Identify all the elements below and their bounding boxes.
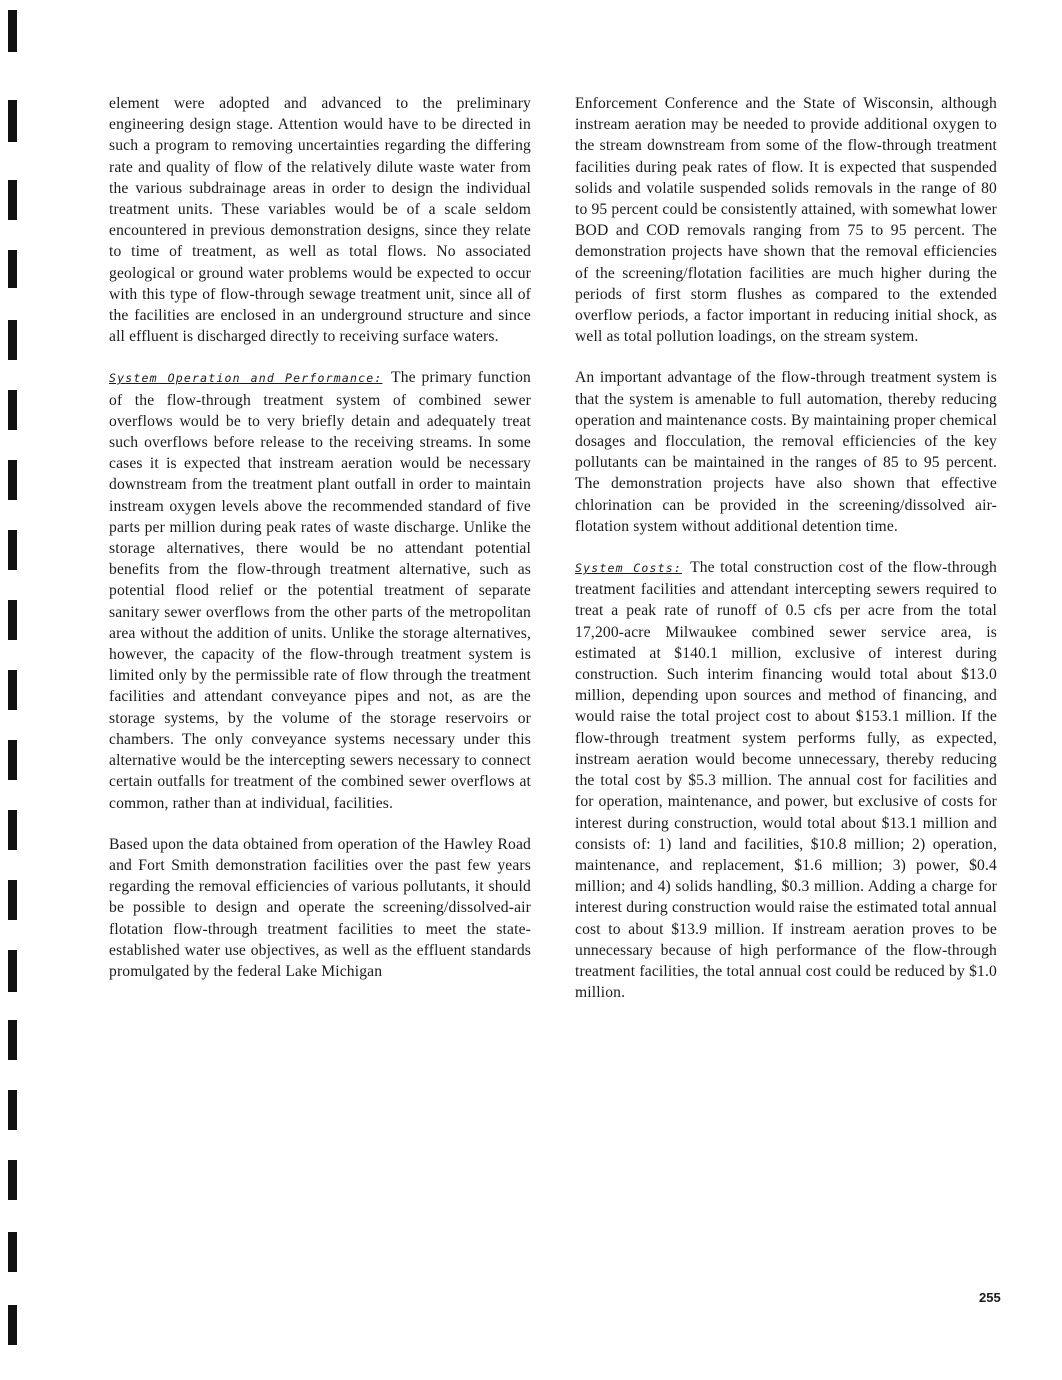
binding-mark — [8, 390, 17, 430]
binding-mark — [8, 460, 17, 500]
right-paragraph-3 — [575, 557, 997, 1003]
binding-mark — [8, 530, 17, 570]
left-paragraph-2-text: The primary function of the flow-through treatment system of combined sewer overflows would be to very briefly detain and adequately treat such overflows before release to the receiving streams. In some cases it is expected that instream aeration would be necessary downstream from the treatment plant outfall in order to maintain instream oxygen levels above the recommended standard of five parts per million during peak rates of waste discharge. Unlike the storage alternatives, there would be no attendant potential benefits from the flow-through treatment alternative, such as potential flood relief or the potential treatment of separate sanitary sewer overflows from the other parts of the metropolitan area without the addition of units. Unlike the storage alternatives, however, the capacity of the flow-through treatment system is limited only by the permissible rate of flow through the treatment facilities and attendant conveyance pipes and not, as are the storage systems, by the volume of the storage reservoirs or chambers. The only conveyance systems necessary under this alternative would be the intercepting sewers necessary to connect certain outfalls for treatment of the combined sewer overflows at common, rather than at individual, facilities. — [109, 369, 531, 812]
binding-mark — [8, 1090, 17, 1130]
right-paragraph-3-text: The total construction cost of the flow-through treatment facilities and attendant intercepting sewers required to treat a peak rate of runoff of 0.5 cfs per acre from the total 17,200-acre Milwaukee combined sewer service area, is estimated at $140.1 million, exclusive of interest during construction. Such interim financing would total about $13.0 million, depending upon sources and method of financing, and would raise the total project cost to about $153.1 million. If the flow-through treatment system performs fully, as expected, instream aeration would become unnecessary, thereby reducing the total cost by $5.3 million. The annual cost for facilities and for operation, maintenance, and power, but exclusive of costs for interest during construction, would total about $13.1 million and consists of: 1) land and facilities, $10.8 million; 2) operation, maintenance, and replacement, $1.6 million; 3) power, $0.4 million; and 4) solids handling, $0.3 million. Adding a charge for interest during construction would raise the estimated total annual cost to about $13.9 million. If instream aeration proves to be unnecessary because of high performance of the flow-through treatment facilities, the total annual cost could be reduced by $1.0 million. — [575, 559, 997, 1002]
binding-mark — [8, 810, 17, 850]
binding-mark — [8, 320, 17, 360]
left-paragraph-2 — [109, 367, 531, 813]
binding-mark — [8, 180, 17, 220]
binding-mark — [8, 600, 17, 640]
binding-mark — [8, 250, 17, 288]
binding-mark — [8, 1232, 17, 1272]
binding-mark — [8, 880, 17, 920]
left-paragraph-1: element were adopted and advanced to the preliminary engineering design stage. Attention would have to be directed in such a program to removing uncertainties regarding the differing rate and quality of flow of the relatively dilute waste water from the various subdrainage areas in order to design the individual treatment units. These variables would be of a scale seldom encountered in previous demonstration designs, since they relate to time of treatment, as well as total flows. No associated geological or ground water problems would be expected to occur with this type of flow-through sewage treatment unit, since all of the facilities are enclosed in an underground structure and since all effluent is discharged directly to receiving surface waters. — [109, 95, 531, 346]
section-heading-costs: System Costs: — [575, 561, 682, 576]
binding-mark — [8, 670, 17, 710]
binding-mark — [8, 1160, 17, 1200]
left-paragraph-3: Based upon the data obtained from operation of the Hawley Road and Fort Smith demonstration facilities over the past few years regarding the removal efficiencies of various pollutants, it should be possible to design and operate the screening/dissolved-air flotation flow-through treatment facilities to meet the state-established water use objectives, as well as the effluent standards promulgated by the federal Lake Michigan — [109, 835, 531, 980]
left-column — [109, 93, 531, 982]
binding-mark — [8, 1305, 17, 1345]
right-paragraph-2: An important advantage of the flow-through treatment system is that the system is amenable to full automation, thereby reducing operation and maintenance costs. By maintaining proper chemical dosages and flocculation, the removal efficiencies of the key pollutants can be maintained in the ranges of 85 to 95 percent. The demonstration projects have also shown that effective chlorination can be provided in the screening/dissolved air-flotation system without additional detention time. — [575, 369, 997, 535]
binding-mark — [8, 740, 17, 780]
page-number: 255 — [979, 1290, 1001, 1305]
binding-mark — [8, 100, 17, 142]
binding-mark — [8, 1020, 17, 1060]
binding-mark — [8, 10, 17, 52]
right-column — [575, 93, 997, 1003]
binding-mark — [8, 950, 17, 992]
section-heading-operation: System Operation and Performance: — [109, 371, 383, 386]
right-paragraph-1: Enforcement Conference and the State of Wisconsin, although instream aeration may be needed to provide additional oxygen to the stream downstream from some of the flow-through treatment facilities during peak rates of flow. It is expected that suspended solids and volatile suspended solids removals in the range of 80 to 95 percent could be consistently attained, with somewhat lower BOD and COD removals ranging from 75 to 95 percent. The demonstration projects have shown that the removal efficiencies of the screening/flotation facilities are much higher during the periods of first storm flushes as compared to the extended overflow periods, a factor important in reducing initial shock, as well as total pollution loadings, on the stream system. — [575, 95, 998, 346]
